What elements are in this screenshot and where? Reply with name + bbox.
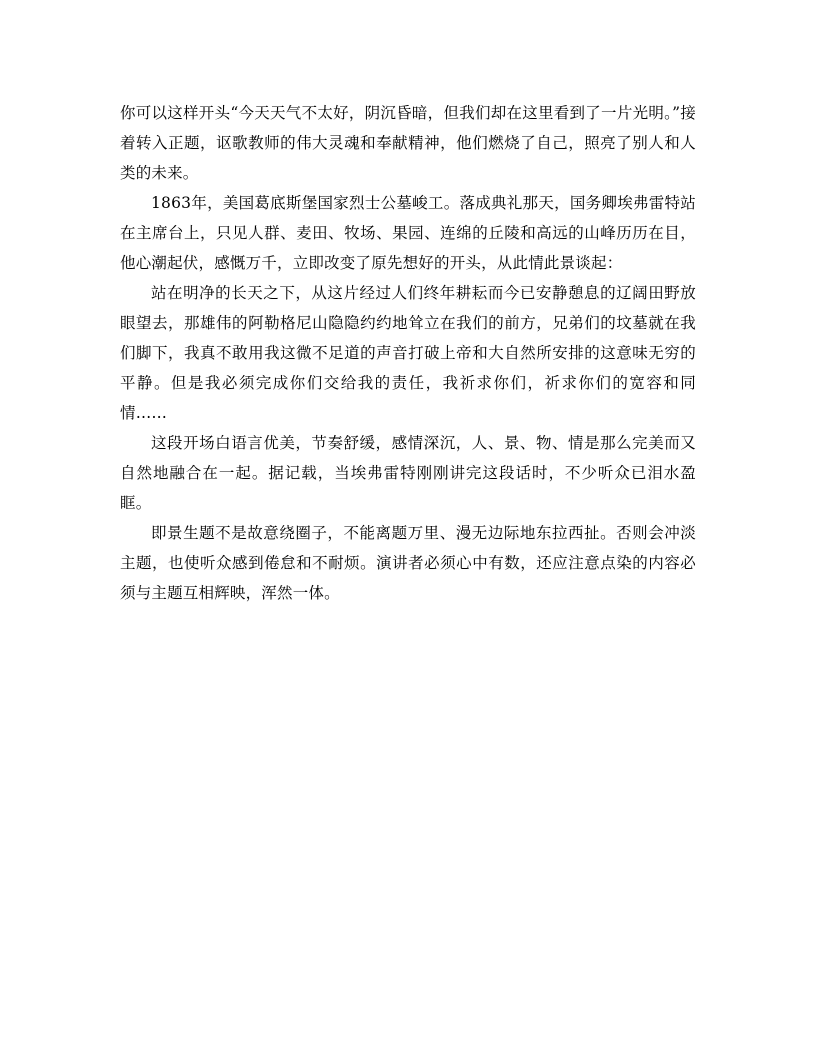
paragraph-commentary: 这段开场白语言优美，节奏舒缓，感情深沉，人、景、物、情是那么完美而又自然地融合在一起。据记载，当埃弗雷特刚刚讲完这段话时，不少听众已泪水盈眶。 bbox=[120, 434, 696, 512]
paragraph-gettysburg-intro: 1863年，美国葛底斯堡国家烈士公墓峻工。落成典礼那天，国务卿埃弗雷特站在主席台上，只见人群、麦田、牧场、果园、连绵的丘陵和高远的山峰历历在目，他心潮起伏，感慨万千，立即改变了原先想好的开头，从此情此景谈起： bbox=[120, 194, 696, 272]
paragraph-everett-quote: 站在明净的长天之下，从这片经过人们终年耕耘而今已安静憩息的辽阔田野放眼望去，那雄伟的阿勒格尼山隐隐约约地耸立在我们的前方，兄弟们的坟墓就在我们脚下，我真不敢用我这微不足道的声音打破上帝和大自然所安排的这意味无穷的平静。但是我必须完成你们交给我的责任，我祈求你们，祈求你们的宽容和同情…… bbox=[120, 284, 696, 422]
paragraph-conclusion: 即景生题不是故意绕圈子，不能离题万里、漫无边际地东拉西扯。否则会冲淡主题，也使听众感到倦怠和不耐烦。演讲者必须心中有数，还应注意点染的内容必须与主题互相辉映，浑然一体。 bbox=[120, 524, 696, 602]
paragraph-opening-example: 你可以这样开头“今天天气不太好，阴沉昏暗，但我们却在这里看到了一片光明。”接着转入正题，讴歌教师的伟大灵魂和奉献精神，他们燃烧了自己，照亮了别人和人类的未来。 bbox=[120, 104, 696, 182]
document-body bbox=[120, 98, 696, 608]
